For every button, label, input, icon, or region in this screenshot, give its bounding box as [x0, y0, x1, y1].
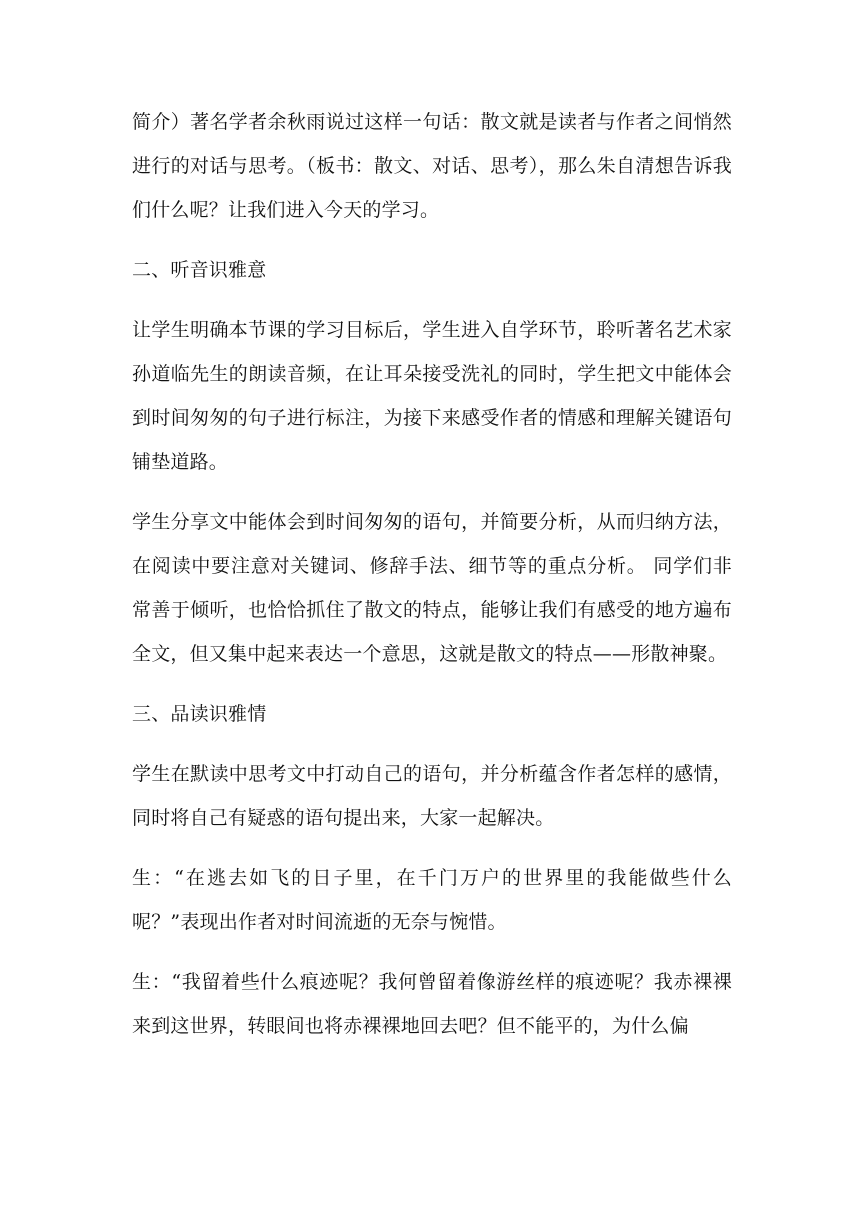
section-heading-two: 二、听音识雅意: [132, 259, 267, 281]
paragraph-student-quote-two: 生：“我留着些什么痕迹呢？我何曾留着像游丝样的痕迹呢？我赤裸裸来到这世界，转眼间也将赤裸裸地回去吧？但不能平的，为什么偏: [132, 971, 732, 1037]
paragraph-share-analysis: 学生分享文中能体会到时间匆匆的语句，并简要分析，从而归纳方法，在阅读中要注意对关键词、修辞手法、细节等的重点分析。 同学们非常善于倾听，也恰恰抓住了散文的特点，能够让我们有感受的地方遍布全文，但又集中起来表达一个意思，这就是散文的特点——形散神聚。: [132, 511, 732, 665]
paragraph-listening: 让学生明确本节课的学习目标后，学生进入自学环节，聆听著名艺术家孙道临先生的朗读音频，在让耳朵接受洗礼的同时，学生把文中能体会到时间匆匆的句子进行标注，为接下来感受作者的情感和理解关键语句铺垫道路。: [132, 319, 732, 473]
paragraph-intro: 简介）著名学者余秋雨说过这样一句话：散文就是读者与作者之间悄然进行的对话与思考。（板书：散文、对话、思考），那么朱自清想告诉我们什么呢？让我们进入今天的学习。: [132, 111, 732, 221]
document-body: [132, 100, 732, 1064]
paragraph-student-quote-one: 生：“在逃去如飞的日子里，在千门万户的世界里的我能做些什么呢？”表现出作者对时间流逝的无奈与惋惜。: [132, 867, 732, 933]
paragraph-silent-reading: 学生在默读中思考文中打动自己的语句，并分析蕴含作者怎样的感情，同时将自己有疑惑的语句提出来，大家一起解决。: [132, 763, 732, 829]
section-heading-three: 三、品读识雅情: [132, 703, 267, 725]
